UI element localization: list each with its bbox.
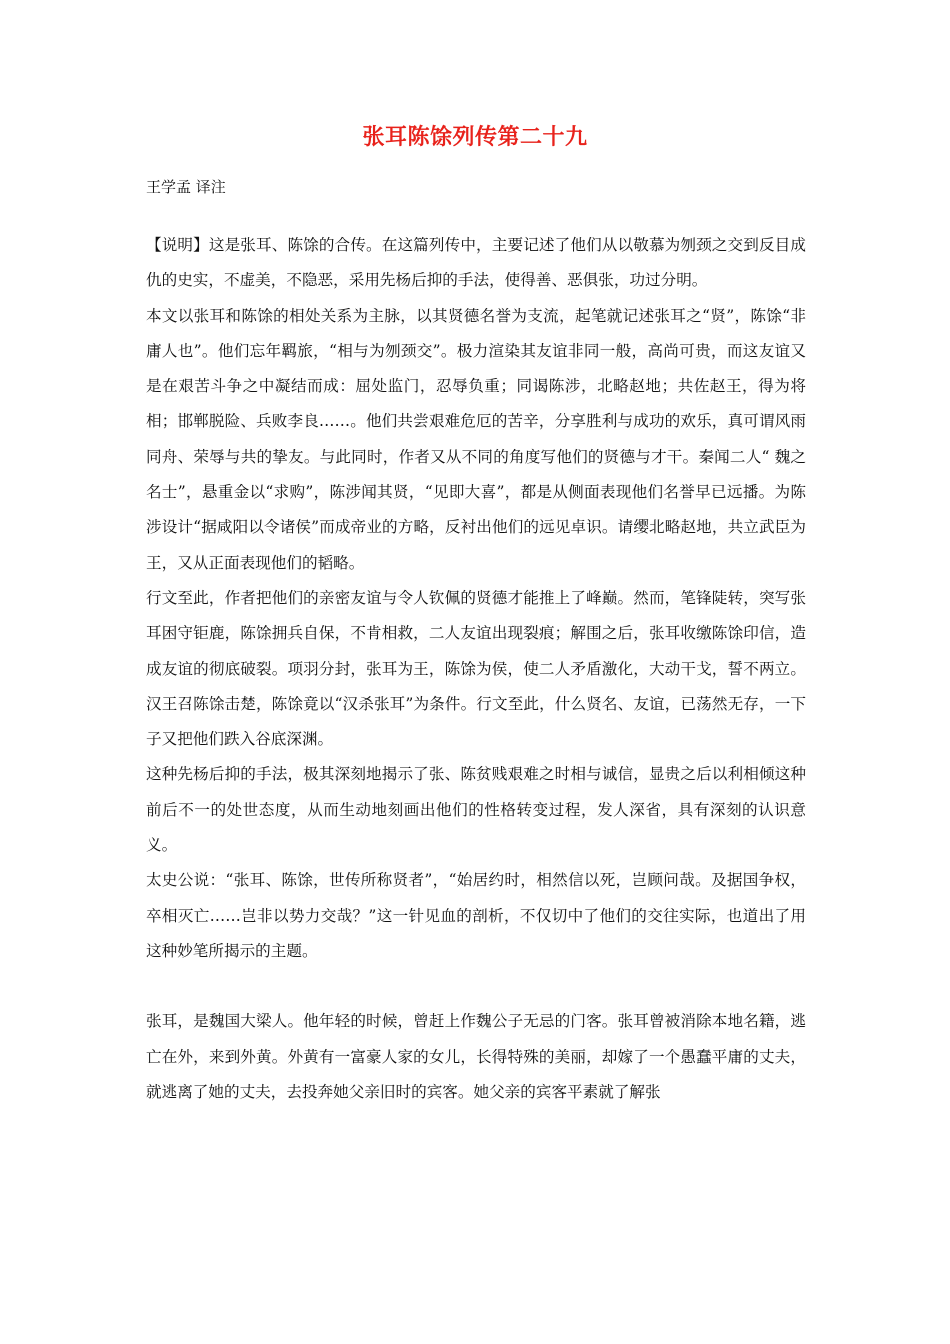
paragraph-spacer [146, 969, 806, 1004]
paragraph-intro: 【说明】这是张耳、陈馀的合传。在这篇列传中，主要记述了他们从以敬慕为刎颈之交到反目成仇的史实，不虚美，不隐恶，采用先杨后抑的手法，使得善、恶俱张，功过分明。 [146, 236, 806, 290]
paragraph-technique: 这种先杨后抑的手法，极其深刻地揭示了张、陈贫贱艰难之时相与诚信，显贵之后以利相倾这种前后不一的处世态度，从而生动地刻画出他们的性格转变过程，发人深省，具有深刻的认识意义。 [146, 765, 806, 855]
page-title: 张耳陈馀列传第二十九 [362, 124, 588, 150]
paragraph-historian-comment: 太史公说：“张耳、陈馀，世传所称贤者”，“始居约时，相然信以死，岂顾问哉。及据国争权，卒相灭亡……岂非以势力交哉？”这一针见血的剖析，不仅切中了他们的交往实际，也道出了用这种妙笔所揭示的主题。 [146, 871, 806, 960]
paragraph-turning-point: 行文至此，作者把他们的亲密友谊与令人钦佩的贤德才能推上了峰巅。然而，笔锋陡转，突写张耳困守钜鹿，陈馀拥兵自保，不肯相救，二人友谊出现裂痕；解围之后，张耳收缴陈馀印信，造成友谊的彻底破裂。项羽分封，张耳为王，陈馀为侯，使二人矛盾激化，大动干戈，誓不两立。汉王召陈馀击楚，陈馀竟以“汉杀张耳”为条件。行文至此，什么贤名、友谊，已荡然无存，一下子又把他们跌入谷底深渊。 [146, 588, 806, 749]
paragraph-analysis: 本文以张耳和陈馀的相处关系为主脉，以其贤德名誉为支流，起笔就记述张耳之“贤”，陈馀“非庸人也”。他们忘年羁旅，“相与为刎颈交”。极力渲染其友谊非同一般，高尚可贵，而这友谊又是在艰苦斗争之中凝结而成：屈处监门，忍辱负重；同谒陈涉，北略赵地；共佐赵王，得为将相；邯郸脱险、兵败李良……。他们共尝艰难危厄的苦辛，分享胜利与成功的欢乐，真可谓风雨同舟、荣辱与共的挚友。与此同时，作者又从不同的角度写他们的贤德与才干。秦闻二人“ 魏之名士”，悬重金以“求购”，陈涉闻其贤，“见即大喜”，都是从侧面表现他们名誉早已远播。为陈涉设计“据咸阳以令诸侯”而成帝业的方略，反衬出他们的远见卓识。请缨北略赵地，共立武臣为王，又从正面表现他们的韬略。 [146, 306, 806, 572]
body-text [146, 228, 806, 1110]
paragraph-translation-start: 张耳，是魏国大梁人。他年轻的时候，曾赶上作魏公子无忌的门客。张耳曾被消除本地名籍，逃亡在外，来到外黄。外黄有一富豪人家的女儿，长得特殊的美丽，却嫁了一个愚蠢平庸的丈夫，就逃离了她的丈夫，去投奔她父亲旧时的宾客。她父亲的宾客平素就了解张 [146, 1012, 806, 1101]
author-line: 王学孟 译注 [146, 178, 226, 196]
